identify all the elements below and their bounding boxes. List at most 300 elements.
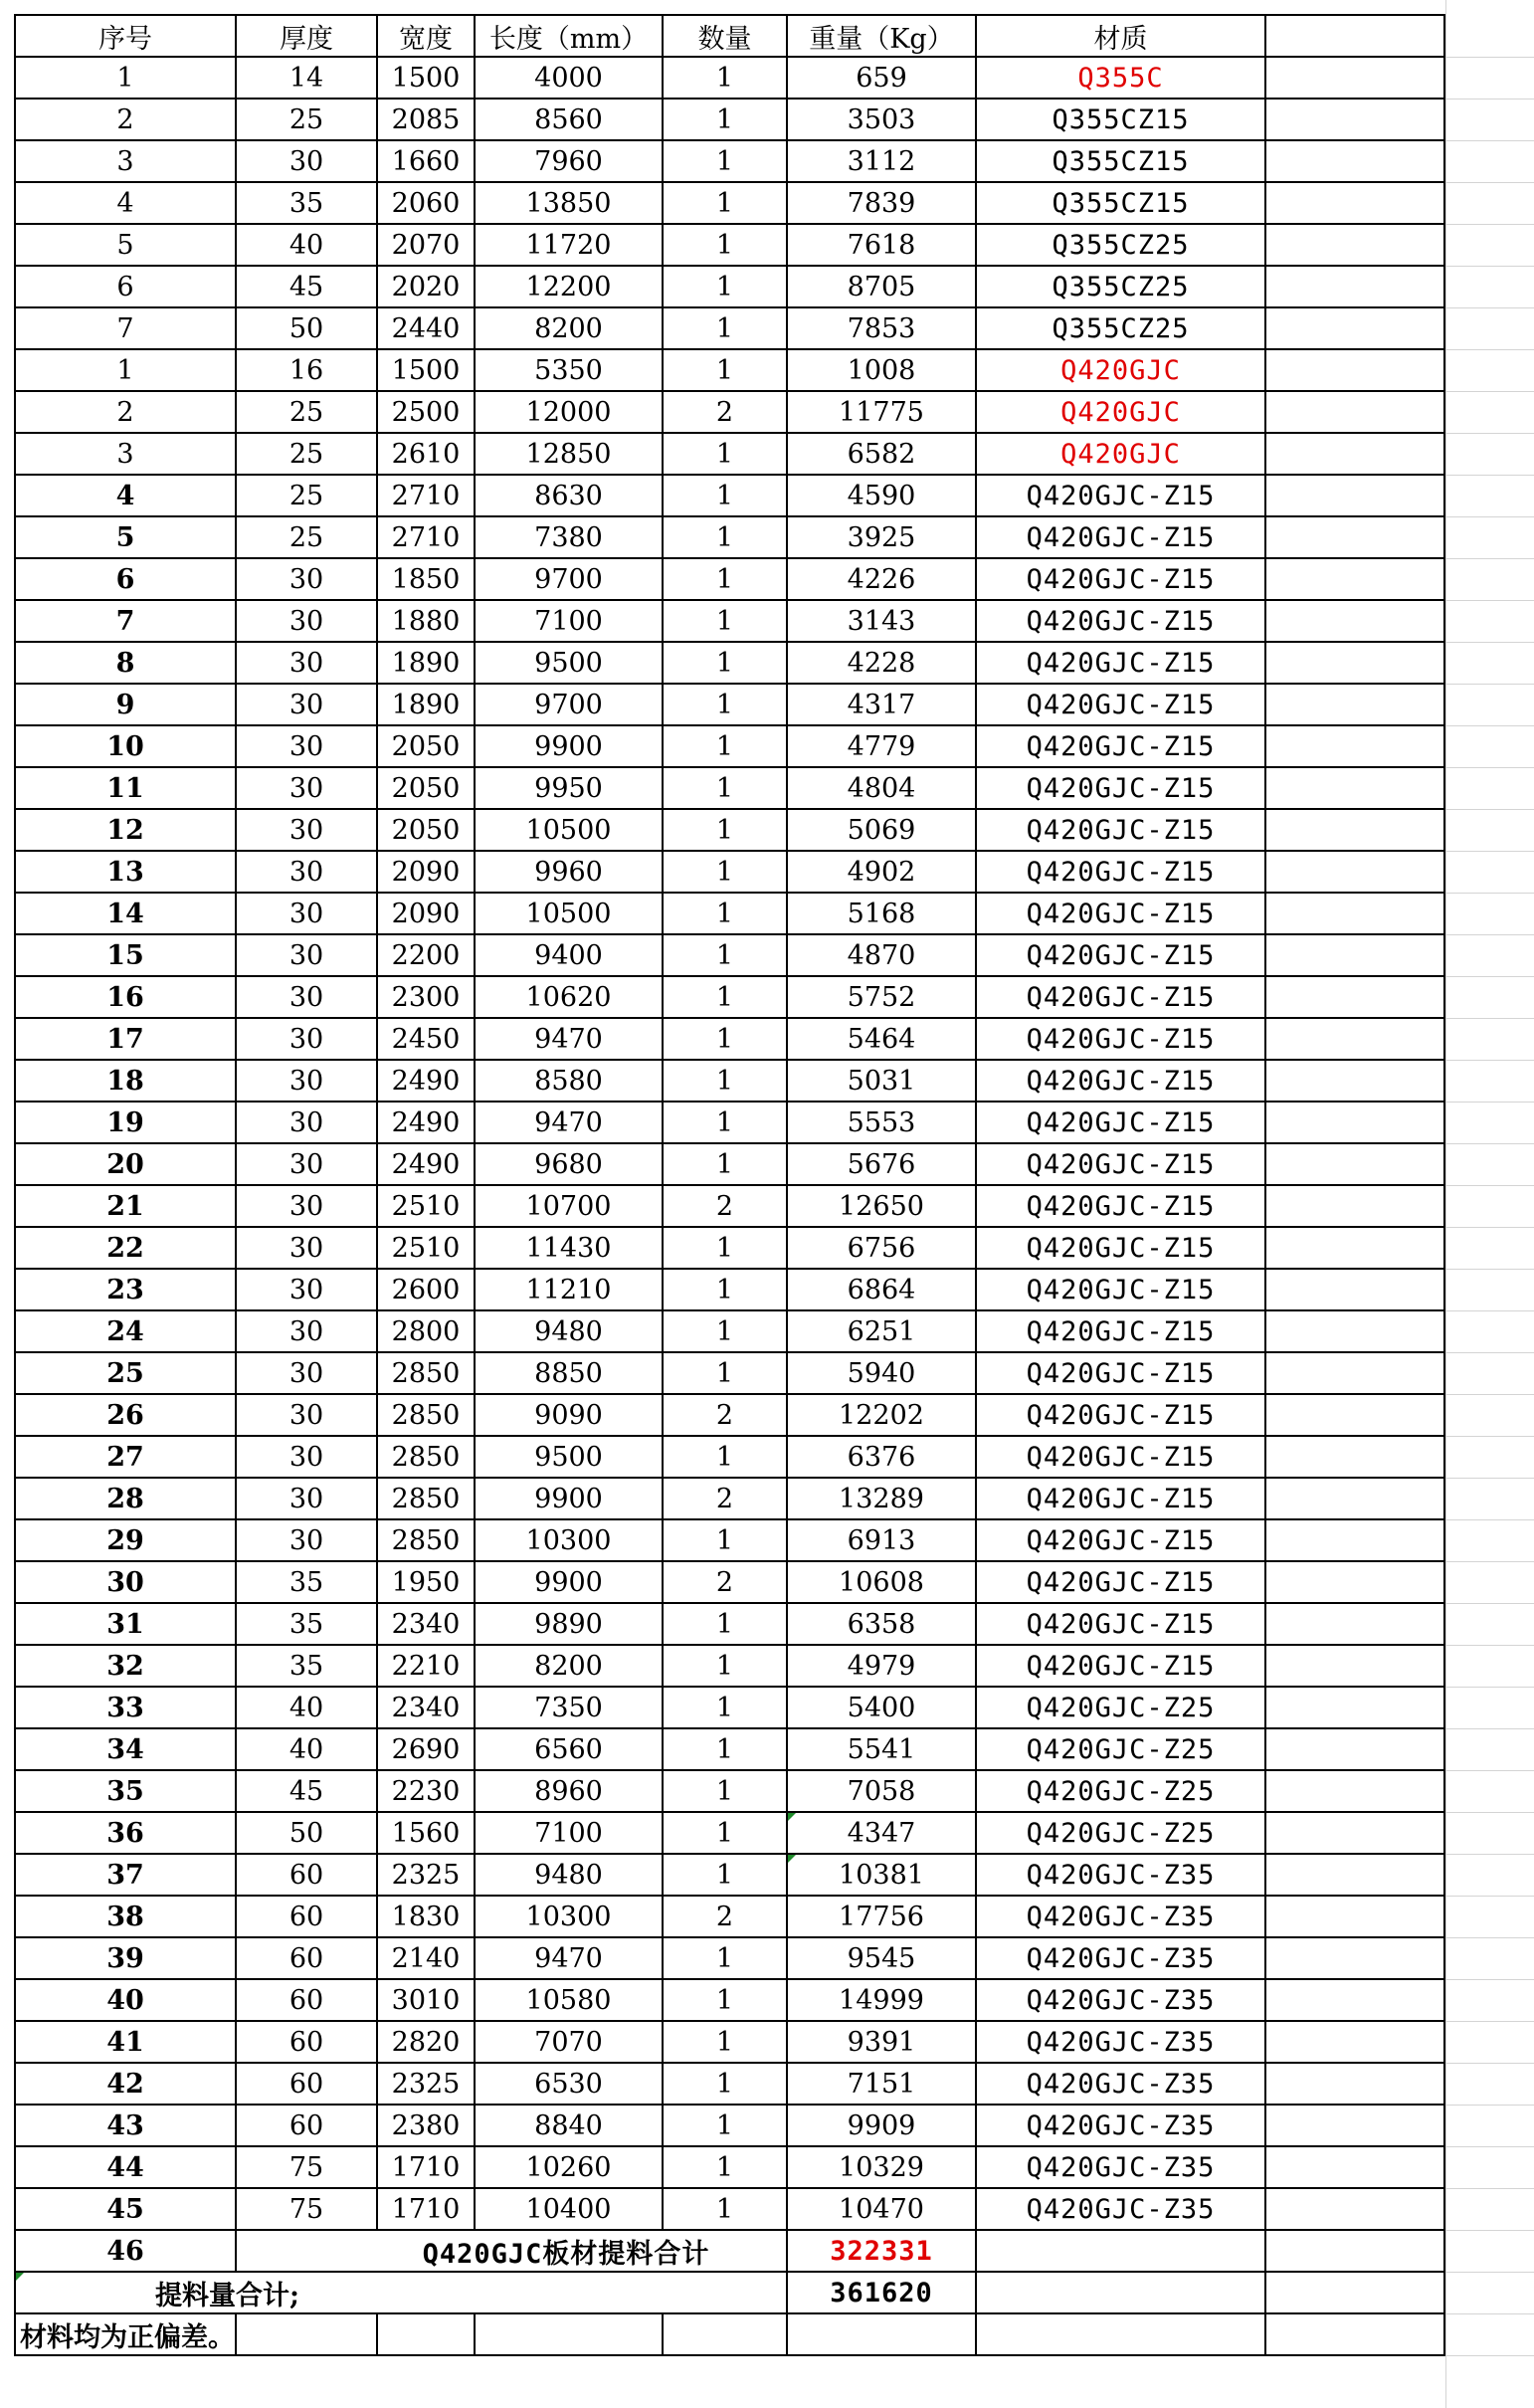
cell-material[interactable]: Q420GJC-Z15 <box>976 1102 1265 1143</box>
cell-width[interactable]: 2710 <box>377 475 475 516</box>
cell-material[interactable] <box>976 2272 1265 2313</box>
cell-index[interactable]: 12 <box>15 809 236 851</box>
cell-material[interactable]: Q420GJC-Z15 <box>976 1143 1265 1185</box>
cell-quantity[interactable]: 1 <box>663 1937 787 1979</box>
cell-weight[interactable]: 1008 <box>787 349 976 391</box>
cell-length[interactable]: 7070 <box>475 2021 663 2063</box>
cell-width[interactable]: 2230 <box>377 1770 475 1812</box>
cell-thickness[interactable]: 40 <box>236 1728 377 1770</box>
cell-width[interactable]: 1500 <box>377 349 475 391</box>
cell-width[interactable]: 2510 <box>377 1227 475 1269</box>
cell-quantity[interactable]: 1 <box>663 1018 787 1060</box>
cell-weight[interactable]: 7853 <box>787 307 976 349</box>
cell-index[interactable]: 5 <box>15 224 236 266</box>
cell-quantity[interactable]: 1 <box>663 224 787 266</box>
cell-width[interactable]: 1500 <box>377 57 475 99</box>
cell-index[interactable]: 37 <box>15 1854 236 1896</box>
cell-extra[interactable] <box>1265 2105 1444 2146</box>
cell-extra[interactable] <box>1265 1185 1444 1227</box>
cell-thickness[interactable]: 60 <box>236 1937 377 1979</box>
cell-index[interactable]: 15 <box>15 934 236 976</box>
cell-index[interactable]: 20 <box>15 1143 236 1185</box>
cell-thickness[interactable]: 60 <box>236 2063 377 2105</box>
cell-width[interactable]: 2200 <box>377 934 475 976</box>
cell-extra[interactable] <box>1265 224 1444 266</box>
cell-width[interactable]: 2050 <box>377 767 475 809</box>
cell-material[interactable]: Q355CZ15 <box>976 99 1265 140</box>
cell-width[interactable]: 2500 <box>377 391 475 433</box>
cell-length[interactable]: 9890 <box>475 1603 663 1645</box>
cell-weight[interactable]: 3925 <box>787 516 976 558</box>
cell-index[interactable]: 41 <box>15 2021 236 2063</box>
cell-quantity[interactable]: 1 <box>663 2146 787 2188</box>
cell-material[interactable]: Q420GJC-Z15 <box>976 1352 1265 1394</box>
cell-extra[interactable] <box>1265 1269 1444 1310</box>
header-cell-quantity[interactable]: 数量 <box>663 15 787 57</box>
cell-thickness[interactable]: 25 <box>236 516 377 558</box>
cell-width[interactable]: 2050 <box>377 809 475 851</box>
cell-width[interactable]: 2090 <box>377 893 475 934</box>
cell-thickness[interactable]: 40 <box>236 224 377 266</box>
cell-material[interactable]: Q420GJC-Z15 <box>976 1603 1265 1645</box>
cell-material[interactable]: Q420GJC-Z15 <box>976 1519 1265 1561</box>
cell-extra[interactable] <box>1265 1937 1444 1979</box>
cell-weight[interactable]: 14999 <box>787 1979 976 2021</box>
cell-extra[interactable] <box>1265 558 1444 600</box>
cell-length[interactable]: 9700 <box>475 684 663 725</box>
cell-length[interactable]: 7960 <box>475 140 663 182</box>
cell-width[interactable]: 2085 <box>377 99 475 140</box>
cell-weight[interactable]: 6251 <box>787 1310 976 1352</box>
cell-width[interactable]: 1710 <box>377 2146 475 2188</box>
cell-extra[interactable] <box>1265 99 1444 140</box>
cell-length[interactable]: 7350 <box>475 1687 663 1728</box>
cell-material[interactable]: Q355CZ15 <box>976 140 1265 182</box>
cell-extra[interactable] <box>1265 851 1444 893</box>
cell-width[interactable]: 2490 <box>377 1102 475 1143</box>
cell-thickness[interactable]: 30 <box>236 1394 377 1436</box>
cell-extra[interactable] <box>1265 600 1444 642</box>
cell-weight[interactable]: 5940 <box>787 1352 976 1394</box>
cell-index[interactable]: 7 <box>15 307 236 349</box>
cell-index[interactable]: 1 <box>15 57 236 99</box>
cell-width[interactable]: 2600 <box>377 1269 475 1310</box>
cell-material[interactable]: Q420GJC-Z15 <box>976 1645 1265 1687</box>
cell-quantity[interactable]: 1 <box>663 1603 787 1645</box>
cell-length[interactable]: 9680 <box>475 1143 663 1185</box>
cell-thickness[interactable]: 30 <box>236 976 377 1018</box>
cell-weight[interactable]: 4779 <box>787 725 976 767</box>
cell-material[interactable]: Q420GJC <box>976 349 1265 391</box>
cell-material[interactable]: Q420GJC-Z35 <box>976 2188 1265 2230</box>
cell-quantity[interactable]: 1 <box>663 433 787 475</box>
cell-length[interactable]: 7380 <box>475 516 663 558</box>
cell-extra[interactable] <box>1265 1143 1444 1185</box>
cell-length[interactable]: 10620 <box>475 976 663 1018</box>
cell-index[interactable]: 38 <box>15 1896 236 1937</box>
cell-material[interactable]: Q420GJC-Z15 <box>976 600 1265 642</box>
cell-length[interactable]: 6530 <box>475 2063 663 2105</box>
cell-length[interactable]: 11210 <box>475 1269 663 1310</box>
cell-empty[interactable] <box>236 2313 377 2355</box>
cell-thickness[interactable]: 35 <box>236 1645 377 1687</box>
subtotal-label[interactable]: Q420GJC板材提料合计 <box>236 2230 787 2272</box>
cell-weight[interactable]: 7058 <box>787 1770 976 1812</box>
cell-weight[interactable]: 3503 <box>787 99 976 140</box>
cell-quantity[interactable]: 2 <box>663 1896 787 1937</box>
cell-weight[interactable]: 4226 <box>787 558 976 600</box>
cell-length[interactable]: 13850 <box>475 182 663 224</box>
cell-material[interactable]: Q420GJC-Z35 <box>976 2146 1265 2188</box>
cell-material[interactable]: Q355CZ25 <box>976 307 1265 349</box>
cell-extra[interactable] <box>1265 1979 1444 2021</box>
header-cell-weight[interactable]: 重量（Kg） <box>787 15 976 57</box>
cell-length[interactable]: 9500 <box>475 642 663 684</box>
cell-width[interactable]: 2820 <box>377 2021 475 2063</box>
cell-width[interactable]: 2610 <box>377 433 475 475</box>
cell-material[interactable]: Q420GJC-Z15 <box>976 558 1265 600</box>
cell-length[interactable]: 9090 <box>475 1394 663 1436</box>
cell-material[interactable]: Q420GJC-Z35 <box>976 1854 1265 1896</box>
cell-weight[interactable]: 5400 <box>787 1687 976 1728</box>
cell-material[interactable]: Q420GJC-Z35 <box>976 1896 1265 1937</box>
cell-extra[interactable] <box>1265 1603 1444 1645</box>
cell-index[interactable]: 11 <box>15 767 236 809</box>
cell-weight[interactable]: 4870 <box>787 934 976 976</box>
cell-thickness[interactable]: 60 <box>236 1896 377 1937</box>
cell-width[interactable]: 2300 <box>377 976 475 1018</box>
cell-extra[interactable] <box>1265 1645 1444 1687</box>
cell-quantity[interactable]: 1 <box>663 140 787 182</box>
cell-extra[interactable] <box>1265 2063 1444 2105</box>
cell-length[interactable]: 8960 <box>475 1770 663 1812</box>
cell-thickness[interactable]: 75 <box>236 2146 377 2188</box>
cell-extra[interactable] <box>1265 684 1444 725</box>
cell-quantity[interactable]: 1 <box>663 1812 787 1854</box>
cell-weight[interactable]: 5464 <box>787 1018 976 1060</box>
cell-width[interactable]: 2490 <box>377 1143 475 1185</box>
cell-length[interactable]: 11430 <box>475 1227 663 1269</box>
cell-quantity[interactable]: 1 <box>663 182 787 224</box>
cell-weight[interactable]: 659 <box>787 57 976 99</box>
cell-weight[interactable]: 8705 <box>787 266 976 307</box>
cell-extra[interactable] <box>1265 140 1444 182</box>
cell-quantity[interactable]: 1 <box>663 809 787 851</box>
note-text[interactable]: 材料均为正偏差。 <box>15 2313 236 2355</box>
cell-empty[interactable] <box>1265 2313 1444 2355</box>
header-cell-length[interactable]: 长度（mm） <box>475 15 663 57</box>
cell-index[interactable]: 13 <box>15 851 236 893</box>
cell-thickness[interactable]: 40 <box>236 1687 377 1728</box>
cell-material[interactable]: Q420GJC-Z35 <box>976 2063 1265 2105</box>
cell-quantity[interactable]: 1 <box>663 767 787 809</box>
cell-quantity[interactable]: 1 <box>663 934 787 976</box>
cell-material[interactable]: Q420GJC-Z25 <box>976 1770 1265 1812</box>
cell-extra[interactable] <box>1265 809 1444 851</box>
cell-index[interactable]: 28 <box>15 1478 236 1519</box>
cell-index[interactable]: 14 <box>15 893 236 934</box>
cell-length[interactable]: 10500 <box>475 809 663 851</box>
cell-thickness[interactable]: 25 <box>236 433 377 475</box>
cell-index[interactable]: 6 <box>15 266 236 307</box>
cell-quantity[interactable]: 1 <box>663 266 787 307</box>
cell-length[interactable]: 10580 <box>475 1979 663 2021</box>
cell-extra[interactable] <box>1265 934 1444 976</box>
cell-length[interactable]: 9950 <box>475 767 663 809</box>
cell-thickness[interactable]: 14 <box>236 57 377 99</box>
cell-width[interactable]: 2850 <box>377 1478 475 1519</box>
cell-index[interactable]: 1 <box>15 349 236 391</box>
cell-length[interactable]: 11720 <box>475 224 663 266</box>
cell-extra[interactable] <box>1265 1060 1444 1102</box>
cell-length[interactable]: 12000 <box>475 391 663 433</box>
cell-width[interactable]: 1560 <box>377 1812 475 1854</box>
cell-index[interactable]: 44 <box>15 2146 236 2188</box>
cell-quantity[interactable]: 1 <box>663 516 787 558</box>
cell-length[interactable]: 10300 <box>475 1519 663 1561</box>
cell-material[interactable]: Q420GJC-Z15 <box>976 1227 1265 1269</box>
cell-thickness[interactable]: 50 <box>236 307 377 349</box>
cell-material[interactable]: Q420GJC-Z25 <box>976 1728 1265 1770</box>
cell-extra[interactable] <box>1265 307 1444 349</box>
cell-weight[interactable]: 9545 <box>787 1937 976 1979</box>
cell-material[interactable]: Q420GJC <box>976 391 1265 433</box>
cell-length[interactable]: 8630 <box>475 475 663 516</box>
cell-thickness[interactable]: 30 <box>236 1227 377 1269</box>
cell-index[interactable]: 39 <box>15 1937 236 1979</box>
cell-width[interactable]: 2440 <box>377 307 475 349</box>
cell-index[interactable]: 9 <box>15 684 236 725</box>
cell-extra[interactable] <box>1265 1854 1444 1896</box>
cell-weight[interactable]: 11775 <box>787 391 976 433</box>
cell-index[interactable]: 7 <box>15 600 236 642</box>
cell-width[interactable]: 2510 <box>377 1185 475 1227</box>
cell-width[interactable]: 2210 <box>377 1645 475 1687</box>
cell-material[interactable]: Q355CZ15 <box>976 182 1265 224</box>
cell-index[interactable]: 25 <box>15 1352 236 1394</box>
cell-width[interactable]: 2800 <box>377 1310 475 1352</box>
cell-width[interactable]: 2490 <box>377 1060 475 1102</box>
cell-weight[interactable]: 4317 <box>787 684 976 725</box>
cell-index[interactable]: 3 <box>15 140 236 182</box>
cell-length[interactable]: 9470 <box>475 1018 663 1060</box>
cell-width[interactable]: 2090 <box>377 851 475 893</box>
cell-quantity[interactable]: 1 <box>663 893 787 934</box>
cell-width[interactable]: 2690 <box>377 1728 475 1770</box>
cell-quantity[interactable]: 1 <box>663 1728 787 1770</box>
cell-length[interactable]: 7100 <box>475 600 663 642</box>
cell-material[interactable]: Q420GJC-Z35 <box>976 2021 1265 2063</box>
cell-extra[interactable] <box>1265 182 1444 224</box>
cell-material[interactable]: Q420GJC-Z15 <box>976 1478 1265 1519</box>
cell-index[interactable]: 45 <box>15 2188 236 2230</box>
cell-thickness[interactable]: 30 <box>236 1185 377 1227</box>
cell-thickness[interactable]: 30 <box>236 1436 377 1478</box>
cell-weight[interactable]: 4902 <box>787 851 976 893</box>
cell-quantity[interactable]: 1 <box>663 725 787 767</box>
cell-quantity[interactable]: 1 <box>663 1979 787 2021</box>
cell-width[interactable]: 2050 <box>377 725 475 767</box>
cell-width[interactable]: 2340 <box>377 1603 475 1645</box>
cell-extra[interactable] <box>1265 2230 1444 2272</box>
cell-material[interactable]: Q420GJC-Z15 <box>976 684 1265 725</box>
cell-thickness[interactable]: 30 <box>236 684 377 725</box>
cell-thickness[interactable]: 30 <box>236 934 377 976</box>
cell-material[interactable]: Q420GJC-Z35 <box>976 1937 1265 1979</box>
cell-quantity[interactable]: 1 <box>663 2063 787 2105</box>
cell-quantity[interactable]: 1 <box>663 851 787 893</box>
cell-weight[interactable]: 4228 <box>787 642 976 684</box>
cell-length[interactable]: 9470 <box>475 1937 663 1979</box>
cell-weight[interactable]: 13289 <box>787 1478 976 1519</box>
cell-extra[interactable] <box>1265 475 1444 516</box>
cell-quantity[interactable]: 1 <box>663 307 787 349</box>
cell-thickness[interactable]: 30 <box>236 767 377 809</box>
cell-material[interactable]: Q355CZ25 <box>976 224 1265 266</box>
cell-width[interactable]: 1880 <box>377 600 475 642</box>
cell-thickness[interactable]: 25 <box>236 475 377 516</box>
cell-weight[interactable]: 4590 <box>787 475 976 516</box>
cell-length[interactable]: 9700 <box>475 558 663 600</box>
cell-weight[interactable]: 7618 <box>787 224 976 266</box>
cell-index[interactable]: 21 <box>15 1185 236 1227</box>
cell-thickness[interactable]: 35 <box>236 1561 377 1603</box>
cell-width[interactable]: 1660 <box>377 140 475 182</box>
cell-extra[interactable] <box>1265 725 1444 767</box>
cell-length[interactable]: 12850 <box>475 433 663 475</box>
cell-width[interactable]: 2850 <box>377 1436 475 1478</box>
cell-extra[interactable] <box>1265 1812 1444 1854</box>
cell-extra[interactable] <box>1265 1394 1444 1436</box>
cell-material[interactable]: Q420GJC-Z15 <box>976 1185 1265 1227</box>
cell-empty[interactable] <box>976 2313 1265 2355</box>
cell-quantity[interactable]: 1 <box>663 1645 787 1687</box>
cell-index[interactable]: 35 <box>15 1770 236 1812</box>
cell-weight[interactable]: 12650 <box>787 1185 976 1227</box>
cell-index[interactable]: 22 <box>15 1227 236 1269</box>
cell-thickness[interactable]: 30 <box>236 1102 377 1143</box>
cell-length[interactable]: 4000 <box>475 57 663 99</box>
cell-index[interactable]: 27 <box>15 1436 236 1478</box>
cell-material[interactable]: Q420GJC-Z15 <box>976 1561 1265 1603</box>
cell-width[interactable]: 2070 <box>377 224 475 266</box>
cell-length[interactable]: 5350 <box>475 349 663 391</box>
cell-quantity[interactable]: 1 <box>663 2021 787 2063</box>
cell-index[interactable]: 31 <box>15 1603 236 1645</box>
cell-quantity[interactable]: 1 <box>663 475 787 516</box>
cell-width[interactable]: 2325 <box>377 1854 475 1896</box>
cell-width[interactable]: 2850 <box>377 1394 475 1436</box>
cell-extra[interactable] <box>1265 1227 1444 1269</box>
cell-extra[interactable] <box>1265 266 1444 307</box>
cell-length[interactable]: 10400 <box>475 2188 663 2230</box>
cell-index[interactable]: 24 <box>15 1310 236 1352</box>
cell-width[interactable]: 1890 <box>377 684 475 725</box>
cell-quantity[interactable]: 2 <box>663 391 787 433</box>
cell-material[interactable] <box>976 2230 1265 2272</box>
cell-index[interactable]: 32 <box>15 1645 236 1687</box>
cell-index[interactable]: 23 <box>15 1269 236 1310</box>
cell-material[interactable]: Q420GJC-Z15 <box>976 1018 1265 1060</box>
cell-thickness[interactable]: 30 <box>236 140 377 182</box>
cell-extra[interactable] <box>1265 391 1444 433</box>
cell-length[interactable]: 9960 <box>475 851 663 893</box>
cell-extra[interactable] <box>1265 1770 1444 1812</box>
cell-material[interactable]: Q420GJC-Z35 <box>976 2105 1265 2146</box>
cell-quantity[interactable]: 1 <box>663 1770 787 1812</box>
total-value[interactable]: 361620 <box>787 2272 976 2313</box>
cell-index[interactable]: 42 <box>15 2063 236 2105</box>
cell-thickness[interactable]: 25 <box>236 99 377 140</box>
cell-quantity[interactable]: 1 <box>663 1519 787 1561</box>
cell-quantity[interactable]: 1 <box>663 1269 787 1310</box>
cell-empty[interactable] <box>377 2313 475 2355</box>
cell-length[interactable]: 7100 <box>475 1812 663 1854</box>
cell-index[interactable]: 43 <box>15 2105 236 2146</box>
header-cell-width[interactable]: 宽度 <box>377 15 475 57</box>
cell-extra[interactable] <box>1265 2188 1444 2230</box>
cell-thickness[interactable]: 30 <box>236 600 377 642</box>
cell-material[interactable]: Q420GJC-Z15 <box>976 1436 1265 1478</box>
cell-width[interactable]: 1710 <box>377 2188 475 2230</box>
cell-quantity[interactable]: 2 <box>663 1185 787 1227</box>
cell-thickness[interactable]: 60 <box>236 1854 377 1896</box>
cell-length[interactable]: 10700 <box>475 1185 663 1227</box>
cell-quantity[interactable]: 1 <box>663 558 787 600</box>
cell-weight[interactable]: 7839 <box>787 182 976 224</box>
cell-quantity[interactable]: 1 <box>663 1352 787 1394</box>
cell-weight[interactable]: 7151 <box>787 2063 976 2105</box>
cell-thickness[interactable]: 30 <box>236 642 377 684</box>
cell-quantity[interactable]: 2 <box>663 1394 787 1436</box>
cell-weight[interactable]: 5676 <box>787 1143 976 1185</box>
cell-length[interactable]: 9400 <box>475 934 663 976</box>
cell-extra[interactable] <box>1265 1352 1444 1394</box>
cell-index[interactable]: 30 <box>15 1561 236 1603</box>
cell-weight[interactable]: 5069 <box>787 809 976 851</box>
cell-width[interactable]: 2340 <box>377 1687 475 1728</box>
cell-index[interactable]: 8 <box>15 642 236 684</box>
cell-length[interactable]: 9900 <box>475 1478 663 1519</box>
cell-material[interactable]: Q420GJC-Z15 <box>976 1310 1265 1352</box>
cell-material[interactable]: Q420GJC-Z15 <box>976 725 1265 767</box>
cell-material[interactable]: Q420GJC-Z15 <box>976 1060 1265 1102</box>
cell-length[interactable]: 9500 <box>475 1436 663 1478</box>
cell-extra[interactable] <box>1265 642 1444 684</box>
cell-quantity[interactable]: 2 <box>663 1478 787 1519</box>
cell-thickness[interactable]: 30 <box>236 809 377 851</box>
cell-material[interactable]: Q420GJC-Z15 <box>976 767 1265 809</box>
cell-width[interactable]: 2850 <box>377 1352 475 1394</box>
header-cell-material[interactable]: 材质 <box>976 15 1265 57</box>
cell-weight[interactable]: 4979 <box>787 1645 976 1687</box>
cell-index[interactable]: 26 <box>15 1394 236 1436</box>
cell-thickness[interactable]: 30 <box>236 1519 377 1561</box>
cell-quantity[interactable]: 1 <box>663 99 787 140</box>
cell-weight[interactable]: 5168 <box>787 893 976 934</box>
cell-extra[interactable] <box>1265 1018 1444 1060</box>
cell-weight[interactable]: 17756 <box>787 1896 976 1937</box>
cell-length[interactable]: 9480 <box>475 1854 663 1896</box>
cell-index[interactable]: 36 <box>15 1812 236 1854</box>
cell-quantity[interactable]: 1 <box>663 1687 787 1728</box>
cell-weight[interactable]: 4347 <box>787 1812 976 1854</box>
cell-length[interactable]: 12200 <box>475 266 663 307</box>
cell-index[interactable]: 3 <box>15 433 236 475</box>
cell-thickness[interactable]: 30 <box>236 1143 377 1185</box>
cell-width[interactable]: 2020 <box>377 266 475 307</box>
subtotal-value[interactable]: 322331 <box>787 2230 976 2272</box>
